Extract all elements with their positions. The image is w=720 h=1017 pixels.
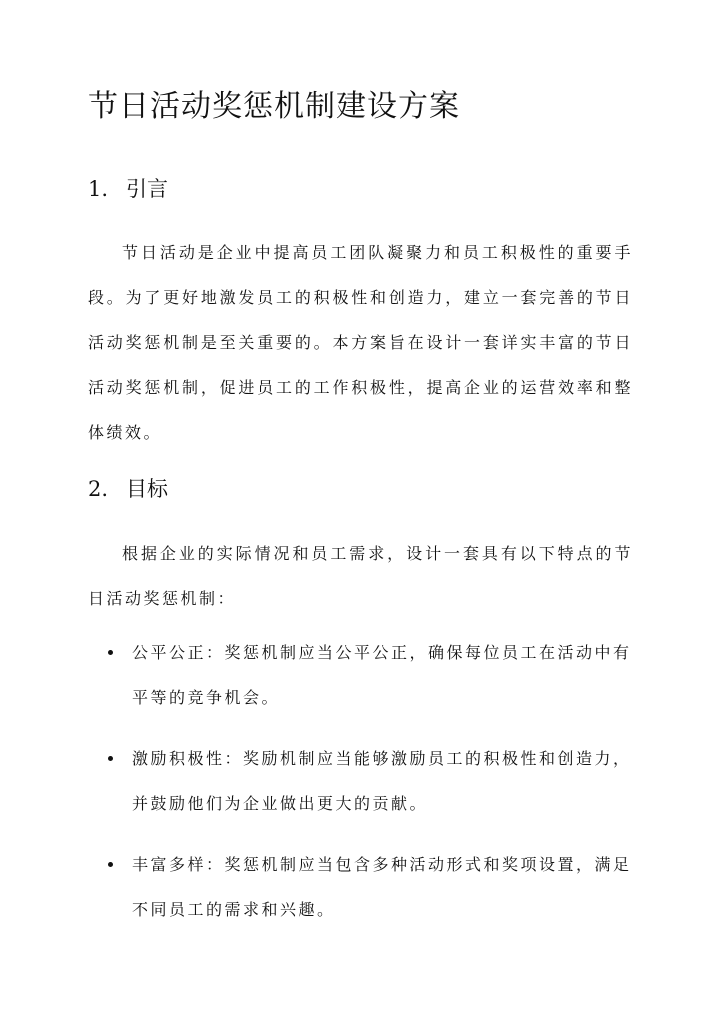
- goals-bullet-list: [88, 630, 633, 948]
- bullet-text: 激励积极性：奖励机制应当能够激励员工的积极性和创造力，并鼓励他们为企业做出更大的贡献。: [132, 749, 632, 813]
- bullet-icon: [108, 756, 113, 761]
- bullet-text: 丰富多样：奖惩机制应当包含多种活动形式和奖项设置，满足不同员工的需求和兴趣。: [132, 855, 632, 919]
- section-heading-goals: [88, 474, 168, 504]
- section-number: 1.: [88, 177, 109, 201]
- bullet-text: 公平公正：奖惩机制应当公平公正，确保每位员工在活动中有平等的竞争机会。: [132, 643, 632, 707]
- intro-paragraph: 节日活动是企业中提高员工团队凝聚力和员工积极性的重要手段。为了更好地激发员工的积极性和创造力，建立一套完善的节日活动奖惩机制是至关重要的。本方案旨在设计一套详实丰富的节日活动奖惩机制，促进员工的工作积极性，提高企业的运营效率和整体绩效。: [88, 243, 633, 442]
- goals-paragraph: 根据企业的实际情况和员工需求，设计一套具有以下特点的节日活动奖惩机制：: [88, 544, 633, 608]
- list-item: [88, 736, 633, 826]
- bullet-icon: [108, 650, 113, 655]
- section-title: 目标: [126, 477, 168, 501]
- bullet-icon: [108, 862, 113, 867]
- list-item: [88, 630, 633, 720]
- section-heading-intro: [88, 174, 168, 204]
- list-item: [88, 842, 633, 932]
- section-title: 引言: [126, 177, 168, 201]
- section-number: 2.: [88, 477, 109, 501]
- document-title: 节日活动奖惩机制建设方案: [88, 89, 460, 124]
